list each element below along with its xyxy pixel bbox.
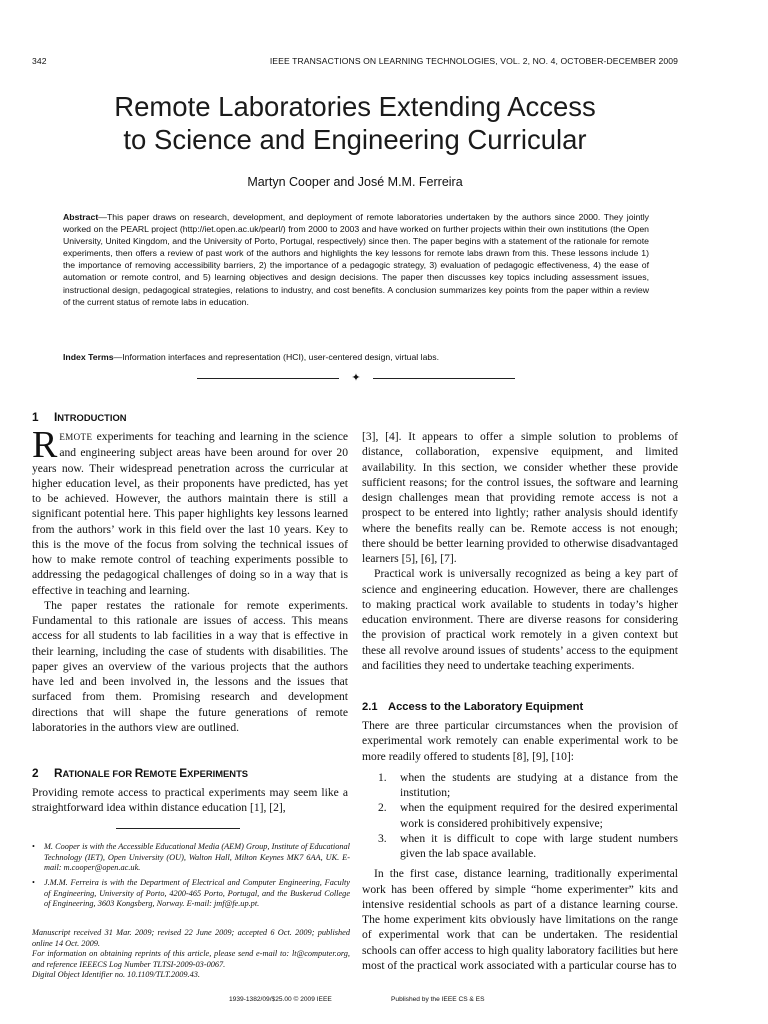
section-1-heading (32, 410, 127, 424)
running-header (32, 56, 678, 70)
paper-title (40, 90, 670, 156)
section-2-body (32, 785, 348, 816)
subsection-2-1-heading (362, 701, 583, 713)
section-title-rest: NTRODUCTION (57, 412, 127, 423)
footnote-rule (116, 828, 240, 829)
divider-ornament-icon: ✦ (351, 372, 361, 384)
list-item (362, 770, 678, 801)
list-item (362, 831, 678, 862)
list-number: 1. (378, 770, 387, 784)
left-column (32, 424, 348, 735)
right-column-top (362, 429, 678, 673)
index-terms (63, 351, 649, 363)
footnote-author-2 (32, 878, 350, 910)
section-2-heading (32, 766, 248, 780)
index-terms-text: —Information interfaces and representation (HCI), user-centered design, virtual labs. (113, 352, 440, 362)
page-number: 342 (32, 56, 47, 66)
title-initial-e: E (179, 766, 188, 780)
title-rest-rationale: ATIONALE FOR (62, 768, 135, 779)
section-number: 2 (32, 766, 39, 780)
abstract-label: Abstract (63, 212, 99, 222)
rationale-paragraph-3: Practical work is universally recognized as being a key part of science and engineering education. However, there are challenges to making practical work available to students in today’s higher education environment. There are diverse reasons for considering the provision of practical work remotely in a given context but these all revolve around issues of students’ access to the equipment and facilities they need to undertake teaching experiments. (362, 567, 678, 672)
access-paragraph-2: In the first case, distance learning, traditionally experimental work has been offered by simple “home experimenter” kits and intensive residential schools as part of a distance learning course. The home experiment kits obviously have limitations on the range of experimental work that can be undertaken. The residential schools can offer access to high quality laboratory facilities but here most of the practical work associated with a particular course has to (362, 867, 678, 972)
list-text: when the equipment required for the desired experimental work is considered prohibitively expensive; (400, 801, 678, 830)
footnote-author-1 (32, 842, 350, 874)
title-rest-experiments: XPERIMENTS (187, 768, 249, 779)
list-number: 2. (378, 801, 387, 815)
subsection-title: Access to the Laboratory Equipment (388, 701, 584, 713)
drop-cap: R (32, 424, 58, 466)
lead-word: EMOTE (59, 432, 93, 442)
list-number: 3. (378, 831, 387, 845)
access-paragraph-1: There are three particular circumstances when the provision of experimental work remotely can enable experimental work to be more readily offered to students [8], [9], [10]: (362, 719, 678, 763)
footnote-text: M. Cooper is with the Accessible Educational Media (AEM) Group, Institute of Educational Technology (IET), Open University (OU), Walton Hall, Milton Keynes MK7 6AA, UK. E-mail: m.cooper@open.ac.uk. (44, 842, 350, 873)
divider-rule-right (373, 378, 515, 379)
footnote-manuscript (32, 928, 350, 981)
circumstance-list (362, 770, 678, 862)
reprint-info: For information on obtaining reprints of this article, please send e-mail to: lt@computer.org, and reference IEEECS Log Number TLTSI-2009-03-0067. (32, 949, 350, 969)
list-text: when the students are studying at a distance from the institution; (400, 770, 678, 799)
abstract (63, 211, 649, 308)
right-column-bottom (362, 718, 678, 973)
title-line-2: to Science and Engineering Curricular (123, 124, 587, 155)
intro-text-1: experiments for teaching and learning in the science and engineering subject areas have been around for over 20 years now. Their widespread penetration across the curricular at higher education level, as their proponents have predicted, has yet to be achieved. However, the authors maintain there is still a significant potential here. This paper highlights key lessons learned from the authors’ work in this field over the last 10 years. Key to this is the move of the focus from solving the technical issues of how to make remote control of teaching experiments possible to addressing the pedagogical challenges of doing so in a way that is effective in teaching and learning. (32, 430, 348, 597)
title-line-1: Remote Laboratories Extending Access (114, 91, 596, 122)
intro-paragraph-1 (32, 424, 348, 598)
bullet-icon: • (32, 878, 35, 887)
footnote-text: J.M.M. Ferreira is with the Department of Electrical and Computer Engineering, Faculty of Engineering, University of Porto, 4200-465 Porto, Portugal, and the Buskerud College of Engineering, 3603 Kongsberg, Norway. E-mail: jmf@fe.up.pt. (44, 878, 350, 909)
doi-text: Digital Object Identifier no. 10.1109/TLT.2009.43. (32, 970, 200, 980)
bullet-icon: • (32, 842, 35, 851)
list-item (362, 800, 678, 831)
subsection-number: 2.1 (362, 701, 378, 713)
title-initial-r: R (54, 766, 63, 780)
manuscript-dates: Manuscript received 31 Mar. 2009; revised 22 June 2009; accepted 6 Oct. 2009; published online 14 Oct. 2009. (32, 928, 350, 948)
list-text: when it is difficult to cope with large student numbers given the lab space available. (400, 831, 678, 860)
title-rest-remote: EMOTE (143, 768, 180, 779)
intro-paragraph-2: The paper restates the rationale for remote experiments. Fundamental to this rationale are issues of access. This means access for all students to lab facilities in a way that is effective in their learning, including the case of students with disabilities. The paper gives an overview of the various projects that the authors have led and been involved in, the lessons and the issues that surfaced from them. Promising research and development directions that will shape the future generations of remote laboratories in the authors view are outlined. (32, 598, 348, 734)
section-title-initial: I (54, 410, 58, 424)
rationale-paragraph-2: [3], [4]. It appears to offer a simple solution to problems of distance, collaboration, expensive equipment, and limited availability. In this section, we consider whether these provide sufficient reasons; for the control issues, the software and learning design challenges mean that providing remote access is not a prospect to be entered into lightly; rather analysis should identify where the benefits really can be. Remote access is not enough; there should be better learning provided to otherwise disadvantaged learners [5], [6], [7]. (362, 430, 678, 565)
title-initial-r2: R (134, 766, 144, 780)
section-divider (197, 372, 515, 386)
divider-rule-left (197, 378, 339, 379)
section-number: 1 (32, 410, 39, 424)
abstract-text: —This paper draws on research, development, and deployment of remote laboratories undertaken by the authors since 2000. They jointly worked on the PEARL project (http://iet.open.ac.uk/pearl/) from 2000 to 2003 and have worked on further projects within their own institutions (the Open University, United Kingdom, and the University of Porto, Portugal, respectively) since then. The paper begins with a statement of the rationale for remote experiments, then offers a review of past work of the authors and highlights the key lessons for remote labs drawn from this. These lessons include 1) the importance of removing accessibility barriers, 2) the importance of a pedagogic strategy, 3) evaluation of pedagogic effectiveness, 4) the ease of automation or remote control, and 5) learning objectives and design decisions. The paper then discusses key topics including assessment issues, instructional design, pedagogical strategies, relations to industry, and cost benefits. A conclusion summarizes key points from the paper within a review of the current status of remote labs in education. (63, 212, 649, 307)
index-terms-label: Index Terms (63, 352, 114, 362)
journal-name: IEEE TRANSACTIONS ON LEARNING TECHNOLOGIES, VOL. 2, NO. 4, OCTOBER-DECEMBER 2009 (269, 56, 678, 66)
author-list: Martyn Cooper and José M.M. Ferreira (247, 175, 463, 189)
copyright-line: 1939-1382/09/$25.00 © 2009 IEEE (229, 996, 332, 1003)
publisher-line: Published by the IEEE CS & ES (391, 996, 485, 1003)
rationale-paragraph-1: Providing remote access to practical experiments may seem like a straightforward idea within distance education [1], [2], (32, 786, 348, 815)
